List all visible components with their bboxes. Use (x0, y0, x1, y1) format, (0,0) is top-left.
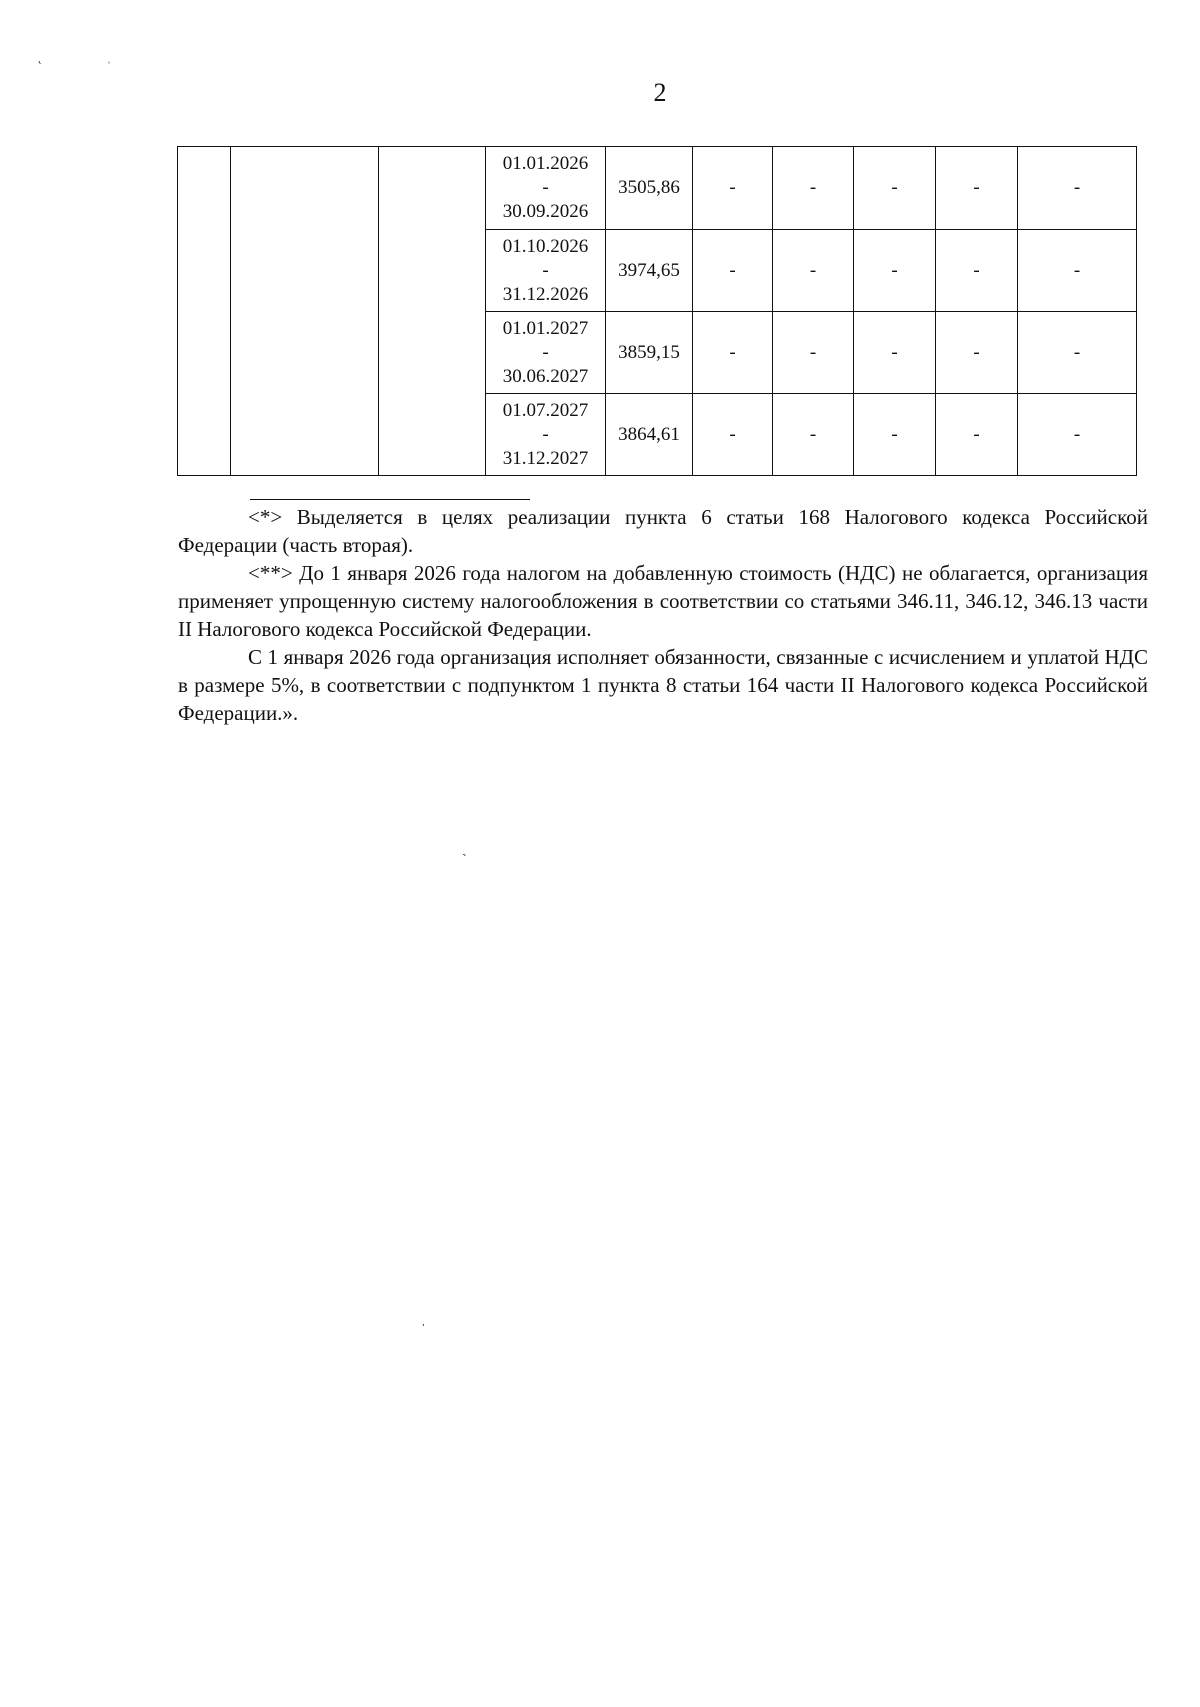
dash-cell: - (936, 394, 1018, 476)
period-cell (486, 230, 606, 312)
footnote-2: <**> До 1 января 2026 года налогом на добавленную стоимость (НДС) не облагается, организация применяет упрощенную систему налогообложения в соответствии со статьями 346.11, 346.12, 346.13 части II Налогового кодекса Российской Федерации. (178, 561, 1148, 641)
tariff-value: 3864,61 (606, 394, 693, 476)
empty-cell-3 (379, 147, 486, 476)
scan-speck: ˌ (107, 50, 111, 64)
dash-cell: - (693, 394, 773, 476)
dash-cell: - (773, 147, 854, 230)
dash-cell: - (936, 147, 1018, 230)
scan-speck: ˛ (38, 50, 42, 64)
dash-cell: - (693, 312, 773, 394)
dash-cell: - (1018, 230, 1137, 312)
scan-speck: ˏ (462, 842, 467, 857)
empty-cell-1 (178, 147, 231, 476)
footnote-1: <*> Выделяется в целях реализации пункта 6 статьи 168 Налогового кодекса Российской Федерации (часть вторая). (178, 505, 1148, 557)
dash-cell: - (693, 147, 773, 230)
period-end: 31.12.2027 (502, 447, 589, 469)
period-sep: - (542, 259, 549, 281)
dash-cell: - (693, 230, 773, 312)
period-start: 01.07.2027 (502, 399, 589, 421)
dash-cell: - (1018, 312, 1137, 394)
footnotes (178, 497, 1148, 727)
dash-cell: - (936, 230, 1018, 312)
table-row (178, 147, 1137, 230)
tariff-value: 3974,65 (606, 230, 693, 312)
tariff-value: 3859,15 (606, 312, 693, 394)
dash-cell: - (854, 147, 936, 230)
dash-cell: - (936, 312, 1018, 394)
dash-cell: - (854, 230, 936, 312)
dash-cell: - (1018, 147, 1137, 230)
period-start: 01.01.2027 (502, 317, 589, 339)
dash-cell: - (854, 394, 936, 476)
dash-cell: - (1018, 394, 1137, 476)
period-start: 01.01.2026 (502, 153, 589, 174)
dash-cell: - (773, 312, 854, 394)
footnote-3: С 1 января 2026 года организация исполняет обязанности, связанные с исчислением и уплатой НДС в размере 5%, в соответствии с подпунктом 1 пункта 8 статьи 164 части II Налогового кодекса Российской Федерации.». (178, 645, 1148, 725)
tariff-value: 3505,86 (606, 147, 693, 230)
dash-cell: - (854, 312, 936, 394)
scan-speck: ˌ (421, 1312, 426, 1327)
period-end: 30.09.2026 (502, 201, 589, 222)
dash-cell: - (773, 394, 854, 476)
period-end: 30.06.2027 (502, 365, 589, 387)
period-sep: - (542, 341, 549, 363)
period-sep: - (542, 177, 549, 198)
tariff-table (177, 146, 1137, 476)
period-start: 01.10.2026 (502, 235, 589, 257)
period-cell (486, 394, 606, 476)
period-cell (486, 147, 606, 230)
dash-cell: - (773, 230, 854, 312)
empty-cell-2 (231, 147, 379, 476)
period-cell (486, 312, 606, 394)
period-sep: - (542, 423, 549, 445)
period-end: 31.12.2026 (502, 283, 589, 305)
page-number: 2 (653, 78, 667, 107)
